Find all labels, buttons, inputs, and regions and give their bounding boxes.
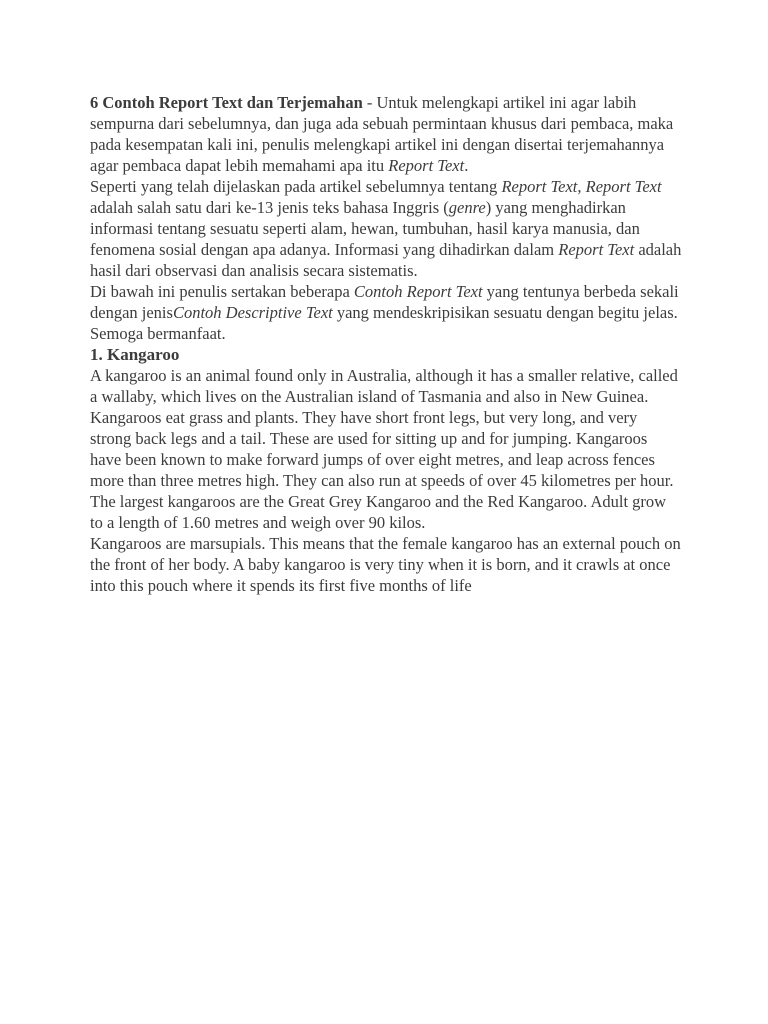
kangaroo-paragraph-4 (90, 533, 682, 596)
examples-intro-paragraph-run-4: yang mendeskripisikan sesuatu dengan begitu jelas. Semoga bermanfaat. (90, 303, 678, 343)
report-text-definition-paragraph-run-8: adalah hasil dari observasi dan analisis secara sistematis. (90, 240, 682, 280)
examples-intro-paragraph-run-0: Di bawah ini penulis sertakan beberapa (90, 282, 354, 301)
intro-paragraph-run-3: . (464, 156, 469, 175)
kangaroo-paragraph-1 (90, 365, 682, 407)
kangaroo-paragraph-3-run-0: The largest kangaroos are the Great Grey Kangaroo and the Red Kangaroo. Adult grow to a length of 1.60 metres and weigh over 90 kilos. (90, 492, 667, 532)
section-heading-kangaroo (90, 344, 682, 365)
report-text-definition-paragraph-run-3: Report Text (585, 177, 662, 196)
kangaroo-paragraph-3 (90, 491, 682, 533)
kangaroo-paragraph-2 (90, 407, 682, 491)
intro-paragraph-run-1: - Untuk melengkapi artikel ini agar labih sempurna dari sebelumnya, dan juga ada sebuah permintaan khusus dari pembaca, maka pada kesempatan kali ini, penulis melengkapi artikel ini dengan disertai terjemahannya agar pembaca dapat lebih memahami apa itu (90, 93, 674, 175)
document-content (90, 92, 682, 596)
examples-intro-paragraph-run-3: Contoh Descriptive Text (172, 303, 333, 322)
kangaroo-paragraph-4-run-0: Kangaroos are marsupials. This means that the female kangaroo has an external pouch on the front of her body. A baby kangaroo is very tiny when it is born, and it crawls at once into this pouch where it spends its first five months of life (90, 534, 681, 595)
kangaroo-paragraph-2-run-0: Kangaroos eat grass and plants. They have short front legs, but very long, and very strong back legs and a tail. These are used for sitting up and for jumping. Kangaroos have been known to make forward jumps of over eight metres, and leap across fences more than three metres high. They can also run at speeds of over 45 kilometres per hour. (90, 408, 674, 490)
examples-intro-paragraph (90, 281, 682, 344)
report-text-definition-paragraph-run-0: Seperti yang telah dijelaskan pada artikel sebelumnya tentang (90, 177, 502, 196)
examples-intro-paragraph-run-2: yang tentunya berbeda sekali dengan jenis (90, 282, 679, 322)
report-text-definition-paragraph-run-2: , (577, 177, 586, 196)
report-text-definition-paragraph-run-7: Report Text (558, 240, 635, 259)
kangaroo-paragraph-1-run-0: A kangaroo is an animal found only in Australia, although it has a smaller relative, called a wallaby, which lives on the Australian island of Tasmania and also in New Guinea. (90, 366, 678, 406)
report-text-definition-paragraph-run-1: Report Text (501, 177, 578, 196)
report-text-definition-paragraph (90, 176, 682, 281)
report-text-definition-paragraph-run-5: genre (448, 198, 486, 217)
intro-paragraph (90, 92, 682, 176)
examples-intro-paragraph-run-1: Contoh Report Text (353, 282, 483, 301)
intro-paragraph-run-0: 6 Contoh Report Text dan Terjemahan (90, 93, 363, 112)
report-text-definition-paragraph-run-4: adalah salah satu dari ke-13 jenis teks bahasa Inggris ( (90, 198, 449, 217)
section-heading-kangaroo-run-0: 1. Kangaroo (90, 345, 180, 364)
report-text-definition-paragraph-run-6: ) yang menghadirkan informasi tentang sesuatu seperti alam, hewan, tumbuhan, hasil karya manusia, dan fenomena sosial dengan apa adanya. Informasi yang dihadirkan dalam (90, 198, 640, 259)
intro-paragraph-run-2: Report Text (388, 156, 465, 175)
